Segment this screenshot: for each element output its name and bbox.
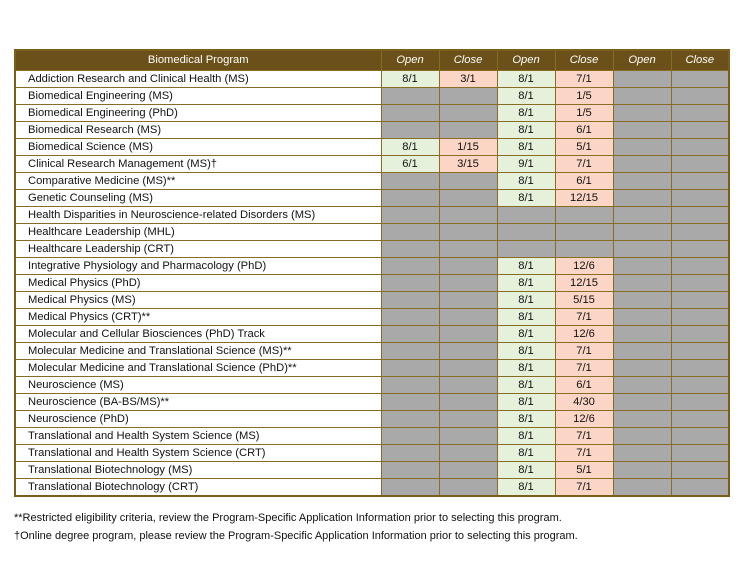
- close-date-2: 7/1: [555, 343, 613, 360]
- close-date-1: [439, 411, 497, 428]
- program-name: Integrative Physiology and Pharmacology (PhD): [15, 258, 381, 275]
- open-date-1: [381, 411, 439, 428]
- close-date-2: 6/1: [555, 173, 613, 190]
- program-name: Molecular Medicine and Translational Science (PhD)**: [15, 360, 381, 377]
- open-date-3: [613, 309, 671, 326]
- close-date-3: [671, 173, 729, 190]
- footnote-restricted: **Restricted eligibility criteria, review the Program-Specific Application Information prior to selecting this program.: [14, 512, 562, 524]
- table-row: [15, 241, 729, 258]
- program-name: Biomedical Research (MS): [15, 122, 381, 139]
- close-date-2: 12/6: [555, 411, 613, 428]
- open-date-3: [613, 207, 671, 224]
- close-date-1: [439, 462, 497, 479]
- close-date-1: 1/15: [439, 139, 497, 156]
- table-row: [15, 377, 729, 394]
- close-date-3: [671, 275, 729, 292]
- open-date-1: [381, 275, 439, 292]
- open-date-2: 8/1: [497, 326, 555, 343]
- open-date-2: 8/1: [497, 292, 555, 309]
- close-date-2: 5/1: [555, 139, 613, 156]
- open-date-3: [613, 241, 671, 258]
- open-date-3: [613, 326, 671, 343]
- close-date-3: [671, 343, 729, 360]
- table-row: [15, 479, 729, 497]
- open-date-1: 6/1: [381, 156, 439, 173]
- close-date-2: 7/1: [555, 309, 613, 326]
- close-date-1: [439, 88, 497, 105]
- deadline-table-container: [14, 49, 730, 497]
- table-row: [15, 343, 729, 360]
- close-date-3: [671, 462, 729, 479]
- program-name: Genetic Counseling (MS): [15, 190, 381, 207]
- close-date-1: 3/1: [439, 71, 497, 88]
- close-date-2: 7/1: [555, 71, 613, 88]
- close-date-3: [671, 326, 729, 343]
- open-date-3: [613, 343, 671, 360]
- table-row: [15, 105, 729, 122]
- close-date-1: [439, 224, 497, 241]
- program-name: Molecular Medicine and Translational Science (MS)**: [15, 343, 381, 360]
- close-date-3: [671, 105, 729, 122]
- program-name: Translational and Health System Science (CRT): [15, 445, 381, 462]
- footnote-online: †Online degree program, please review the Program-Specific Application Information prior to selecting this program.: [14, 530, 578, 542]
- open-date-2: 8/1: [497, 139, 555, 156]
- program-name: Neuroscience (BA-BS/MS)**: [15, 394, 381, 411]
- open-date-2: 8/1: [497, 360, 555, 377]
- open-date-2: [497, 224, 555, 241]
- table-row: [15, 275, 729, 292]
- program-name: Biomedical Engineering (MS): [15, 88, 381, 105]
- close-date-1: [439, 479, 497, 497]
- program-name: Medical Physics (PhD): [15, 275, 381, 292]
- close-date-2: 12/15: [555, 275, 613, 292]
- close-date-2: 12/15: [555, 190, 613, 207]
- close-date-2: 4/30: [555, 394, 613, 411]
- close-date-1: [439, 122, 497, 139]
- close-date-3: [671, 445, 729, 462]
- close-date-2: 5/15: [555, 292, 613, 309]
- program-name: Translational Biotechnology (CRT): [15, 479, 381, 497]
- table-row: [15, 445, 729, 462]
- open-date-1: [381, 377, 439, 394]
- open-date-1: [381, 88, 439, 105]
- open-date-2: 8/1: [497, 258, 555, 275]
- program-name: Biomedical Engineering (PhD): [15, 105, 381, 122]
- open-date-2: 8/1: [497, 88, 555, 105]
- header-open-1: Open: [381, 50, 439, 71]
- table-row: [15, 258, 729, 275]
- deadline-table: [14, 49, 730, 497]
- open-date-1: [381, 445, 439, 462]
- open-date-2: 8/1: [497, 190, 555, 207]
- open-date-3: [613, 411, 671, 428]
- open-date-3: [613, 156, 671, 173]
- close-date-3: [671, 156, 729, 173]
- open-date-3: [613, 105, 671, 122]
- open-date-1: [381, 190, 439, 207]
- close-date-1: [439, 190, 497, 207]
- program-name: Healthcare Leadership (MHL): [15, 224, 381, 241]
- open-date-1: [381, 343, 439, 360]
- header-open-3: Open: [613, 50, 671, 71]
- close-date-3: [671, 394, 729, 411]
- table-row: [15, 292, 729, 309]
- open-date-2: 8/1: [497, 122, 555, 139]
- program-name: Health Disparities in Neuroscience-related Disorders (MS): [15, 207, 381, 224]
- open-date-1: [381, 394, 439, 411]
- close-date-2: 7/1: [555, 479, 613, 497]
- close-date-2: 7/1: [555, 156, 613, 173]
- table-row: [15, 326, 729, 343]
- close-date-1: [439, 105, 497, 122]
- close-date-3: [671, 309, 729, 326]
- open-date-2: 8/1: [497, 428, 555, 445]
- open-date-3: [613, 173, 671, 190]
- close-date-1: [439, 309, 497, 326]
- program-name: Comparative Medicine (MS)**: [15, 173, 381, 190]
- close-date-1: [439, 343, 497, 360]
- close-date-1: [439, 377, 497, 394]
- header-program: Biomedical Program: [15, 50, 381, 71]
- table-row: [15, 88, 729, 105]
- table-row: [15, 156, 729, 173]
- open-date-3: [613, 462, 671, 479]
- close-date-2: [555, 207, 613, 224]
- open-date-2: 8/1: [497, 343, 555, 360]
- header-close-3: Close: [671, 50, 729, 71]
- program-name: Translational Biotechnology (MS): [15, 462, 381, 479]
- close-date-1: [439, 326, 497, 343]
- open-date-2: 8/1: [497, 105, 555, 122]
- open-date-1: [381, 122, 439, 139]
- table-row: [15, 309, 729, 326]
- close-date-2: 6/1: [555, 122, 613, 139]
- open-date-3: [613, 122, 671, 139]
- close-date-3: [671, 88, 729, 105]
- close-date-3: [671, 360, 729, 377]
- table-row: [15, 122, 729, 139]
- open-date-2: 8/1: [497, 377, 555, 394]
- close-date-3: [671, 224, 729, 241]
- close-date-3: [671, 292, 729, 309]
- open-date-3: [613, 88, 671, 105]
- close-date-3: [671, 411, 729, 428]
- close-date-2: 7/1: [555, 445, 613, 462]
- program-name: Molecular and Cellular Biosciences (PhD) Track: [15, 326, 381, 343]
- close-date-3: [671, 190, 729, 207]
- open-date-1: [381, 173, 439, 190]
- open-date-1: [381, 360, 439, 377]
- open-date-3: [613, 275, 671, 292]
- program-name: Biomedical Science (MS): [15, 139, 381, 156]
- footnotes: [14, 509, 578, 545]
- open-date-1: [381, 241, 439, 258]
- open-date-2: 8/1: [497, 275, 555, 292]
- close-date-3: [671, 207, 729, 224]
- close-date-3: [671, 71, 729, 88]
- header-row: [15, 50, 729, 71]
- table-body: [15, 71, 729, 497]
- header-close-2: Close: [555, 50, 613, 71]
- table-row: [15, 190, 729, 207]
- program-name: Medical Physics (CRT)**: [15, 309, 381, 326]
- table-row: [15, 411, 729, 428]
- open-date-1: [381, 479, 439, 497]
- open-date-1: [381, 105, 439, 122]
- table-row: [15, 71, 729, 88]
- open-date-1: [381, 207, 439, 224]
- open-date-3: [613, 224, 671, 241]
- program-name: Translational and Health System Science (MS): [15, 428, 381, 445]
- close-date-2: 12/6: [555, 258, 613, 275]
- open-date-3: [613, 190, 671, 207]
- program-name: Medical Physics (MS): [15, 292, 381, 309]
- open-date-2: 8/1: [497, 462, 555, 479]
- open-date-3: [613, 258, 671, 275]
- close-date-3: [671, 258, 729, 275]
- open-date-2: [497, 241, 555, 258]
- open-date-1: [381, 428, 439, 445]
- close-date-1: [439, 241, 497, 258]
- close-date-1: [439, 173, 497, 190]
- close-date-1: [439, 275, 497, 292]
- open-date-1: [381, 224, 439, 241]
- open-date-2: [497, 207, 555, 224]
- open-date-1: 8/1: [381, 139, 439, 156]
- open-date-1: [381, 462, 439, 479]
- close-date-3: [671, 139, 729, 156]
- close-date-2: [555, 224, 613, 241]
- close-date-2: 5/1: [555, 462, 613, 479]
- close-date-1: [439, 258, 497, 275]
- open-date-3: [613, 139, 671, 156]
- header-close-1: Close: [439, 50, 497, 71]
- close-date-2: 6/1: [555, 377, 613, 394]
- table-row: [15, 224, 729, 241]
- open-date-2: 8/1: [497, 411, 555, 428]
- table-row: [15, 173, 729, 190]
- close-date-1: [439, 394, 497, 411]
- open-date-3: [613, 71, 671, 88]
- open-date-1: [381, 326, 439, 343]
- open-date-3: [613, 377, 671, 394]
- program-name: Neuroscience (PhD): [15, 411, 381, 428]
- program-name: Addiction Research and Clinical Health (MS): [15, 71, 381, 88]
- open-date-1: [381, 258, 439, 275]
- close-date-1: 3/15: [439, 156, 497, 173]
- header-open-2: Open: [497, 50, 555, 71]
- close-date-1: [439, 292, 497, 309]
- close-date-2: 7/1: [555, 360, 613, 377]
- close-date-1: [439, 207, 497, 224]
- open-date-1: [381, 309, 439, 326]
- open-date-3: [613, 445, 671, 462]
- close-date-3: [671, 428, 729, 445]
- close-date-3: [671, 241, 729, 258]
- table-row: [15, 428, 729, 445]
- open-date-3: [613, 394, 671, 411]
- table-row: [15, 139, 729, 156]
- close-date-3: [671, 479, 729, 497]
- program-name: Clinical Research Management (MS)†: [15, 156, 381, 173]
- program-name: Neuroscience (MS): [15, 377, 381, 394]
- close-date-3: [671, 377, 729, 394]
- open-date-1: 8/1: [381, 71, 439, 88]
- close-date-2: 1/5: [555, 88, 613, 105]
- program-name: Healthcare Leadership (CRT): [15, 241, 381, 258]
- close-date-2: 12/6: [555, 326, 613, 343]
- close-date-2: 7/1: [555, 428, 613, 445]
- close-date-1: [439, 360, 497, 377]
- table-row: [15, 360, 729, 377]
- open-date-2: 8/1: [497, 479, 555, 497]
- close-date-2: [555, 241, 613, 258]
- table-row: [15, 462, 729, 479]
- open-date-2: 8/1: [497, 309, 555, 326]
- open-date-2: 8/1: [497, 445, 555, 462]
- close-date-3: [671, 122, 729, 139]
- open-date-2: 8/1: [497, 394, 555, 411]
- table-row: [15, 207, 729, 224]
- open-date-3: [613, 428, 671, 445]
- close-date-1: [439, 428, 497, 445]
- open-date-2: 8/1: [497, 173, 555, 190]
- open-date-2: 8/1: [497, 71, 555, 88]
- close-date-2: 1/5: [555, 105, 613, 122]
- open-date-3: [613, 292, 671, 309]
- close-date-1: [439, 445, 497, 462]
- table-row: [15, 394, 729, 411]
- open-date-2: 9/1: [497, 156, 555, 173]
- open-date-1: [381, 292, 439, 309]
- open-date-3: [613, 360, 671, 377]
- open-date-3: [613, 479, 671, 497]
